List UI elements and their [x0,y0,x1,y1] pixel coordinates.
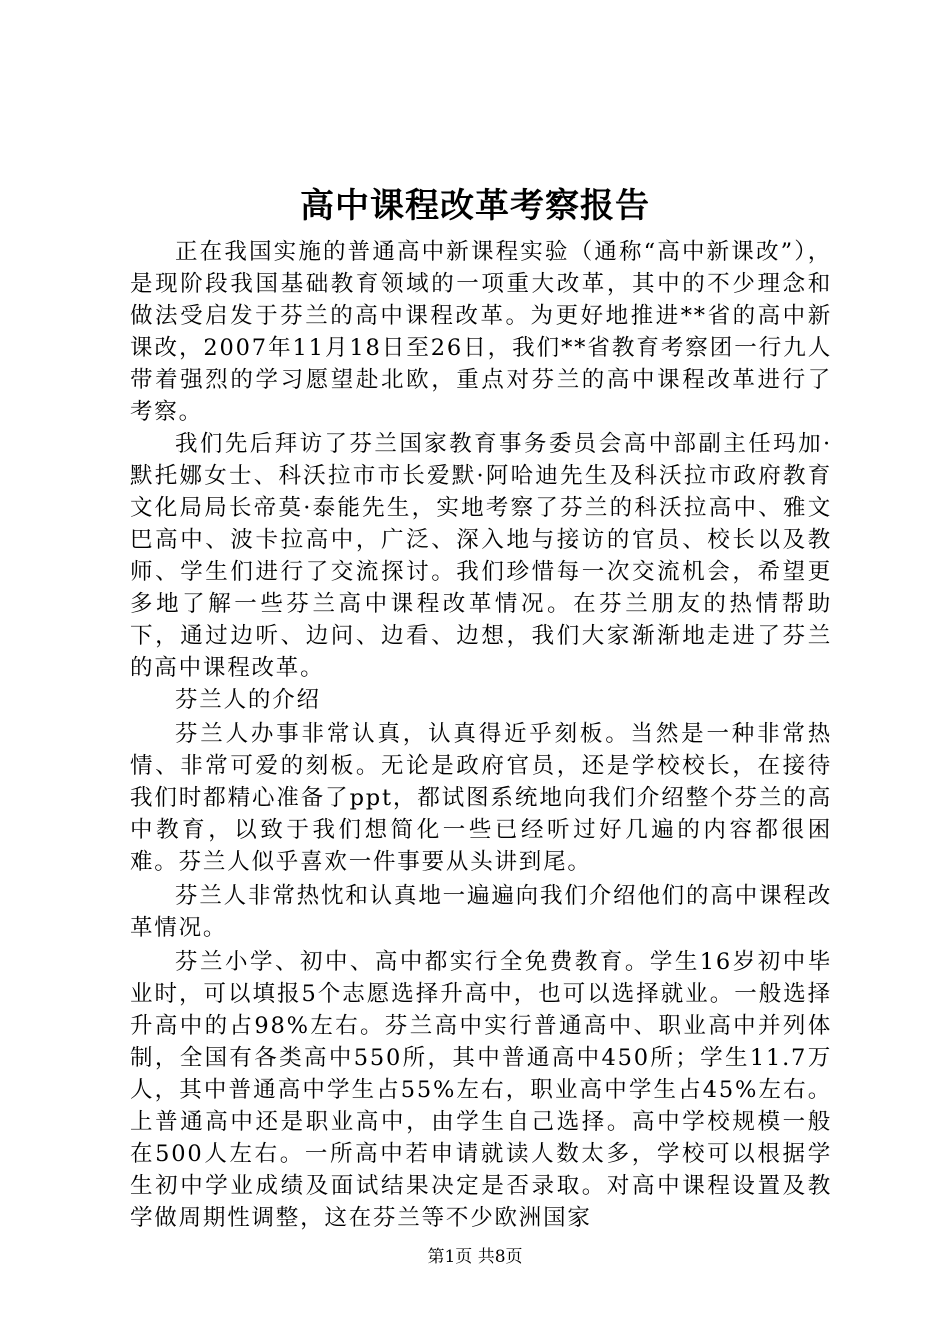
paragraph-finnish-attitude: 芬兰人办事非常认真，认真得近乎刻板。当然是一种非常热情、非常可爱的刻板。无论是政府官员，还是学校校长，在接待我们时都精心准备了ppt，都试图系统地向我们介绍整个芬兰的高中教育，以致于我们想简化一些已经听过好几遍的内容都很困难。芬兰人似乎喜欢一件事要从头讲到尾。 [130,721,832,875]
section-heading: 芬兰人的介绍 [175,687,321,713]
paragraph-finnish-introduction: 芬兰人非常热忱和认真地一遍遍向我们介绍他们的高中课程改革情况。 [130,883,832,941]
paragraph-education-system: 芬兰小学、初中、高中都实行全免费教育。学生16岁初中毕业时，可以填报5个志愿选择升高中，也可以选择就业。一般选择升高中的占98%左右。芬兰高中实行普通高中、职业高中并列体制，全国有各类高中550所，其中普通高中450所；学生11.7万人，其中普通高中学生占55%左右，职业高中学生占45%左右。上普通高中还是职业高中，由学生自己选择。高中学校规模一般在500人左右。一所高中若申请就读人数太多，学校可以根据学生初中学业成绩及面试结果决定是否录取。对高中课程设置及教学做周期性调整，这在芬兰等不少欧洲国家 [130,949,832,1231]
paragraph-intro: 正在我国实施的普通高中新课程实验（通称“高中新课改”），是现阶段我国基础教育领域的一项重大改革，其中的不少理念和做法受启发于芬兰的高中课程改革。为更好地推进**省的高中新课改，2007年11月18日至26日，我们**省教育考察团一行九人带着强烈的学习愿望赴北欧，重点对芬兰的高中课程改革进行了考察。 [130,239,832,425]
document-title: 高中课程改革考察报告 [300,186,650,226]
page-number-footer: 第1页 共8页 [427,1247,523,1267]
paragraph-visits: 我们先后拜访了芬兰国家教育事务委员会高中部副主任玛加·默托娜女士、科沃拉市市长爱默·阿哈迪先生及科沃拉市政府教育文化局局长帝莫·泰能先生，实地考察了芬兰的科沃拉高中、雅文巴高中、波卡拉高中，广泛、深入地与接访的官员、校长以及教师、学生们进行了交流探讨。我们珍惜每一次交流机会，希望更多地了解一些芬兰高中课程改革情况。在芬兰朋友的热情帮助下，通过边听、边问、边看、边想，我们大家渐渐地走进了芬兰的高中课程改革。 [130,431,832,681]
document-body [130,236,832,1234]
